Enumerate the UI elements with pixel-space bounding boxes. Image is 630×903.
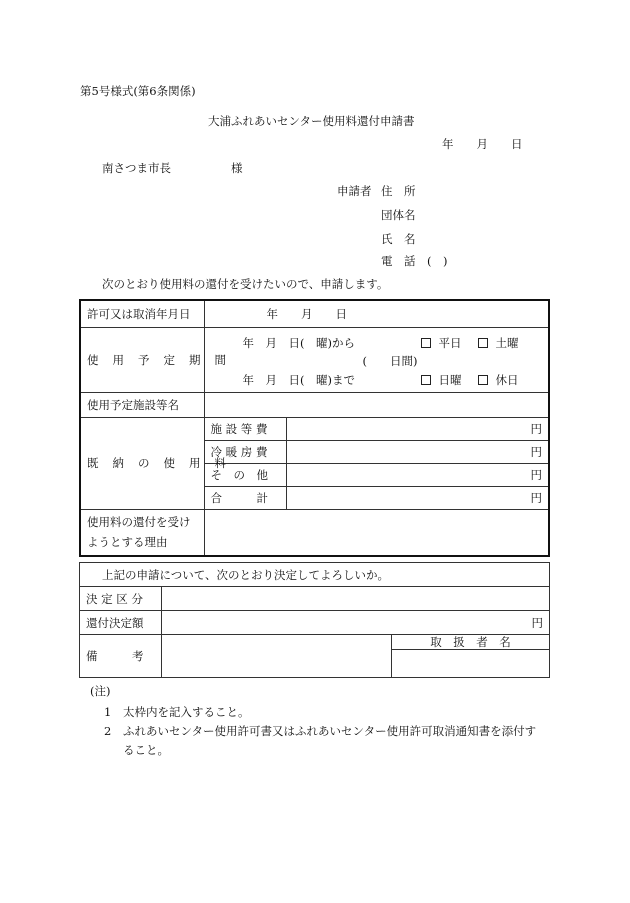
addressee: 南さつま市長 <box>102 161 171 175</box>
fee-other-value[interactable]: 円 <box>286 463 549 486</box>
note-2-number: 2 <box>104 724 112 738</box>
note-1-number: 1 <box>104 705 112 719</box>
facility-value[interactable] <box>204 392 549 417</box>
applicant-phone-label: 電 話 ( ) <box>381 254 448 268</box>
document-title: 大浦ふれあいセンター使用料還付申請書 <box>208 114 415 128</box>
refund-amount-label: 還付決定額 <box>80 611 162 635</box>
saturday-option[interactable] <box>478 335 519 350</box>
permit-date-value[interactable]: 年 月 日 <box>204 300 549 327</box>
decision-category-label: 決 定 区 分 <box>80 587 162 611</box>
sunday-text: 日曜 <box>438 372 462 387</box>
saturday-text: 土曜 <box>495 335 519 350</box>
honorific: 様 <box>231 161 243 175</box>
holiday-checkbox[interactable] <box>478 375 488 385</box>
paid-fee-label: 既 納 の 使 用 料 <box>80 417 204 509</box>
sunday-checkbox[interactable] <box>421 375 431 385</box>
date-line: 年 月 日 <box>442 137 523 151</box>
note-2-text-line2: ること。 <box>123 743 169 757</box>
fee-facility-value[interactable]: 円 <box>286 417 549 440</box>
period-to: 年 月 日( 曜)まで <box>242 372 355 387</box>
weekday-checkbox[interactable] <box>421 338 431 348</box>
handler-value[interactable] <box>392 650 549 677</box>
reason-label: 使用料の還付を受け ようとする理由 <box>80 509 204 556</box>
handler-label: 取 扱 者 名 <box>392 635 549 650</box>
form-number: 第5号様式(第6条関係) <box>80 84 196 98</box>
fee-facility-label: 施 設 等 費 <box>204 417 286 440</box>
holiday-text: 休日 <box>495 372 519 387</box>
saturday-checkbox[interactable] <box>478 338 488 348</box>
refund-amount-value[interactable]: 円 <box>162 611 550 635</box>
weekday-text: 平日 <box>438 335 462 350</box>
applicant-group-label: 団体名 <box>381 208 416 222</box>
intro-text: 次のとおり使用料の還付を受けたいので、申請します。 <box>102 277 389 291</box>
applicant-heading: 申請者 <box>337 184 372 198</box>
remarks-label: 備 考 <box>80 635 162 678</box>
period-from: 年 月 日( 曜)から <box>242 335 355 350</box>
note-2-text-line1: ふれあいセンター使用許可書又はふれあいセンター使用許可取消通知書を添付す <box>123 724 537 738</box>
period-cell[interactable] <box>204 327 549 392</box>
note-1-text: 太枠内を記入すること。 <box>123 705 250 719</box>
handler-cell <box>392 635 550 678</box>
application-table <box>79 299 550 557</box>
decision-intro: 上記の申請について、次のとおり決定してよろしいか。 <box>80 563 550 587</box>
applicant-name-label: 氏 名 <box>381 232 416 246</box>
period-label: 使 用 予 定 期 間 <box>80 327 204 392</box>
remarks-value[interactable] <box>162 635 392 678</box>
fee-other-label: そ の 他 <box>204 463 286 486</box>
fee-total-value[interactable]: 円 <box>286 486 549 509</box>
holiday-option[interactable] <box>478 372 519 387</box>
decision-category-value[interactable] <box>162 587 550 611</box>
period-days: ( 日間) <box>362 353 418 368</box>
decision-table <box>79 562 550 678</box>
permit-date-label: 許可又は取消年月日 <box>80 300 204 327</box>
applicant-address-label: 住 所 <box>381 184 416 198</box>
fee-total-label: 合 計 <box>204 486 286 509</box>
notes-heading: (注) <box>90 684 111 698</box>
facility-label: 使用予定施設等名 <box>80 392 204 417</box>
fee-aircon-value[interactable]: 円 <box>286 440 549 463</box>
reason-value[interactable] <box>204 509 549 556</box>
fee-aircon-label: 冷 暖 房 費 <box>204 440 286 463</box>
weekday-option[interactable] <box>421 335 462 350</box>
sunday-option[interactable] <box>421 372 462 387</box>
